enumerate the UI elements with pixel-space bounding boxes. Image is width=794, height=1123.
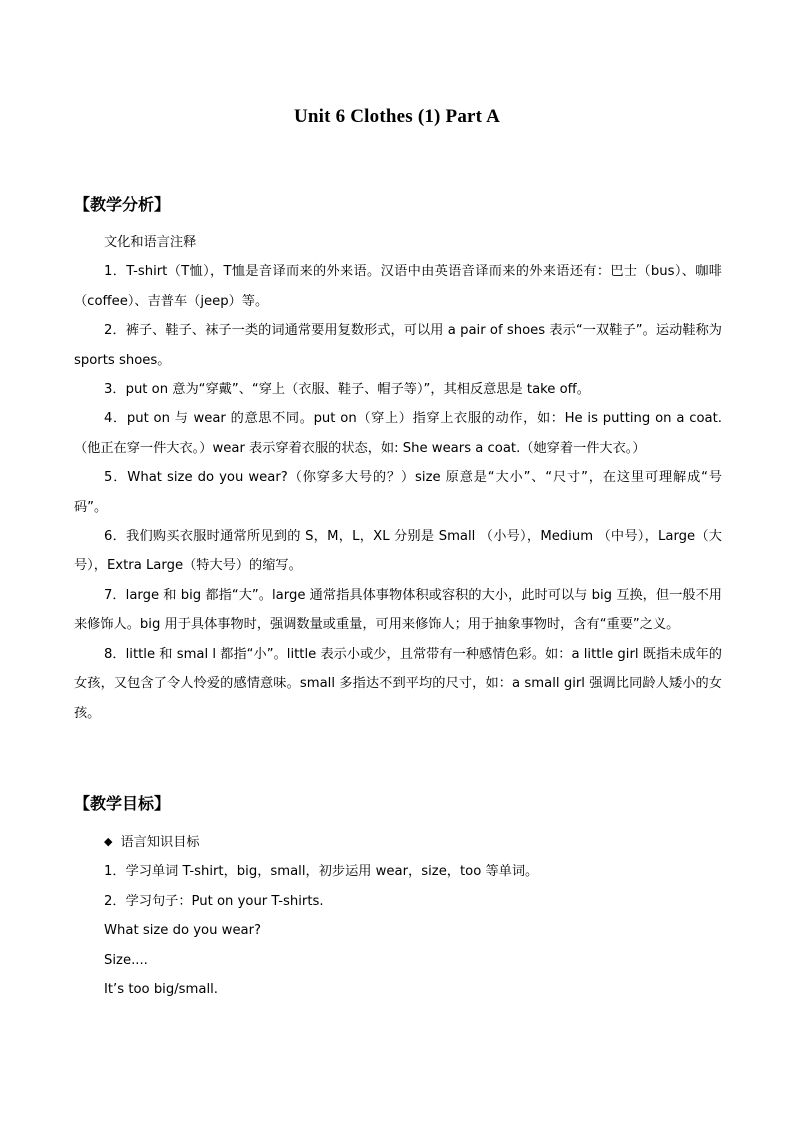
goals-bullet-line bbox=[74, 827, 722, 857]
analysis-body bbox=[74, 228, 722, 728]
section-heading-goals: 【教学目标】 bbox=[74, 794, 171, 813]
analysis-paragraph: 3．put on 意为“穿戴”、“穿上（衣服、鞋子、帽子等）”，其相反意思是 take off。 bbox=[104, 382, 590, 398]
goals-item: 2．学习句子：Put on your T-shirts. bbox=[104, 893, 324, 909]
analysis-paragraph: 1．T-shirt（T恤），T恤是音译而来的外来语。汉语中由英语音译而来的外来语还有：巴士（bus）、咖啡（coffee）、吉普车（jeep）等。 bbox=[74, 264, 722, 309]
analysis-paragraph: 5．What size do you wear?（你穿多大号的？）size 原意是“大小”、“尺寸”，在这里可理解成“号码”。 bbox=[74, 470, 722, 515]
goals-item: It’s too big/small. bbox=[104, 982, 218, 998]
page-title: Unit 6 Clothes (1) Part A bbox=[293, 106, 501, 127]
goals-item: Size.... bbox=[104, 952, 148, 968]
analysis-paragraph: 2．裤子、鞋子、袜子一类的词通常要用复数形式，可以用 a pair of shoes 表示“一双鞋子”。运动鞋称为 sports shoes。 bbox=[74, 323, 722, 368]
analysis-paragraph: 8．little 和 smal l 都指“小”。little 表示小或少，且常带有一种感情色彩。如：a little girl 既指未成年的女孩，又包含了令人怜爱的感情意味。small 多指达不到平均的尺寸，如：a small girl 强调比同龄人矮小的女孩。 bbox=[74, 646, 722, 721]
goals-item: 1．学习单词 T-shirt，big，small，初步运用 wear，size，too 等单词。 bbox=[104, 864, 539, 880]
goals-body bbox=[74, 827, 722, 1004]
analysis-paragraph: 6．我们购买衣服时通常所见到的 S，M，L，XL 分别是 Small （小号），Medium （中号），Large（大号），Extra Large（特大号）的缩写。 bbox=[74, 529, 722, 574]
analysis-subheading: 文化和语言注释 bbox=[104, 235, 197, 250]
goals-item: What size do you wear? bbox=[104, 923, 262, 939]
section-heading-analysis: 【教学分析】 bbox=[74, 195, 171, 214]
analysis-paragraph: 4．put on 与 wear 的意思不同。put on（穿上）指穿上衣服的动作，如：He is putting on a coat.（他正在穿一件大衣。）wear 表示穿着衣服的状态，如: She wears a coat.（她穿着一件大衣。） bbox=[74, 411, 722, 456]
diamond-bullet-icon: ◆ bbox=[104, 835, 113, 848]
goals-bullet-label: 语言知识目标 bbox=[120, 835, 200, 850]
analysis-paragraph: 7．large 和 big 都指“大”。large 通常指具体事物体积或容积的大小，此时可以与 big 互换，但一般不用来修饰人。big 用于具体事物时，强调数量或重量，可用来修饰人；用于抽象事物时，含有“重要”之义。 bbox=[74, 587, 722, 633]
